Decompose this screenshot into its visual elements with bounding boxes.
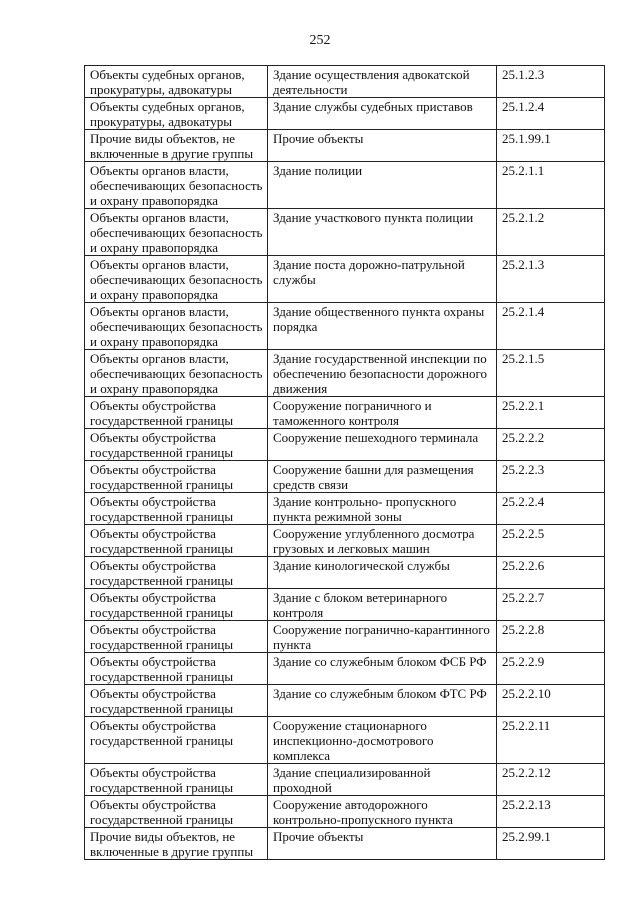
code-cell: 25.2.2.11	[497, 717, 605, 764]
code-cell: 25.2.2.6	[497, 557, 605, 589]
category-cell: Объекты органов власти, обеспечивающих безопасность и охрану правопорядка	[85, 162, 268, 209]
object-cell: Сооружение стационарного инспекционно-досмотрового комплекса	[268, 717, 497, 764]
category-cell: Объекты обустройства государственной границы	[85, 493, 268, 525]
code-cell: 25.2.2.1	[497, 397, 605, 429]
object-cell: Сооружение пешеходного терминала	[268, 429, 497, 461]
table-row	[85, 764, 605, 796]
code-cell: 25.2.2.4	[497, 493, 605, 525]
category-cell: Объекты обустройства государственной границы	[85, 589, 268, 621]
code-cell: 25.2.1.3	[497, 256, 605, 303]
category-cell: Объекты обустройства государственной границы	[85, 397, 268, 429]
code-cell: 25.2.1.4	[497, 303, 605, 350]
code-cell: 25.2.2.3	[497, 461, 605, 493]
category-cell: Объекты обустройства государственной границы	[85, 525, 268, 557]
code-cell: 25.1.2.3	[497, 66, 605, 98]
object-cell: Здание осуществления адвокатской деятельности	[268, 66, 497, 98]
category-cell: Объекты обустройства государственной границы	[85, 685, 268, 717]
category-cell: Объекты судебных органов, прокуратуры, адвокатуры	[85, 66, 268, 98]
category-cell: Объекты судебных органов, прокуратуры, адвокатуры	[85, 98, 268, 130]
object-cell: Здание контрольно- пропускного пункта режимной зоны	[268, 493, 497, 525]
code-cell: 25.1.2.4	[497, 98, 605, 130]
table-row	[85, 350, 605, 397]
object-cell: Здание государственной инспекции по обеспечению безопасности дорожного движения	[268, 350, 497, 397]
code-cell: 25.2.2.13	[497, 796, 605, 828]
category-cell: Объекты органов власти, обеспечивающих безопасность и охрану правопорядка	[85, 303, 268, 350]
table-row	[85, 256, 605, 303]
object-cell: Здание специализированной проходной	[268, 764, 497, 796]
table-row	[85, 796, 605, 828]
object-cell: Здание полиции	[268, 162, 497, 209]
object-cell: Сооружение пограничн​о-карантинного пункта	[268, 621, 497, 653]
category-cell: Объекты обустройства государственной границы	[85, 429, 268, 461]
table-row	[85, 303, 605, 350]
object-cell: Прочие объекты	[268, 828, 497, 860]
object-cell: Здание общественного пункта охраны порядка	[268, 303, 497, 350]
category-cell: Объекты обустройства государственной границы	[85, 796, 268, 828]
table-row	[85, 685, 605, 717]
code-cell: 25.2.99.1	[497, 828, 605, 860]
object-cell: Здание участкового пункта полиции	[268, 209, 497, 256]
code-cell: 25.2.2.10	[497, 685, 605, 717]
table-row	[85, 209, 605, 256]
object-cell: Здание кинологической службы	[268, 557, 497, 589]
table-row	[85, 589, 605, 621]
object-cell: Здание поста дорожно-патрульной службы	[268, 256, 497, 303]
table-row	[85, 525, 605, 557]
code-cell: 25.2.2.9	[497, 653, 605, 685]
object-cell: Здание со служебным блоком ФТС РФ	[268, 685, 497, 717]
table-row	[85, 130, 605, 162]
table-row	[85, 397, 605, 429]
table-row	[85, 98, 605, 130]
table-row	[85, 621, 605, 653]
code-cell: 25.2.1.5	[497, 350, 605, 397]
object-cell: Прочие объекты	[268, 130, 497, 162]
category-cell: Объекты обустройства государственной границы	[85, 557, 268, 589]
table-row	[85, 653, 605, 685]
object-cell: Здание со служебным блоком ФСБ РФ	[268, 653, 497, 685]
category-cell: Прочие виды объектов, не включенные в другие группы	[85, 130, 268, 162]
category-cell: Объекты обустройства государственной границы	[85, 461, 268, 493]
category-cell: Объекты органов власти, обеспечивающих безопасность и охрану правопорядка	[85, 256, 268, 303]
object-cell: Здание службы судебных приставов	[268, 98, 497, 130]
table-row	[85, 828, 605, 860]
category-cell: Объекты обустройства государственной границы	[85, 717, 268, 764]
code-cell: 25.2.2.8	[497, 621, 605, 653]
table-row	[85, 429, 605, 461]
category-cell: Объекты обустройства государственной границы	[85, 621, 268, 653]
object-classification-table	[84, 65, 605, 860]
category-cell: Объекты органов власти, обеспечивающих безопасность и охрану правопорядка	[85, 209, 268, 256]
category-cell: Объекты органов власти, обеспечивающих безопасность и охрану правопорядка	[85, 350, 268, 397]
table-row	[85, 461, 605, 493]
category-cell: Объекты обустройства государственной границы	[85, 653, 268, 685]
code-cell: 25.2.2.12	[497, 764, 605, 796]
table-row	[85, 557, 605, 589]
category-cell: Прочие виды объектов, не включенные в другие группы	[85, 828, 268, 860]
table-row	[85, 493, 605, 525]
object-cell: Здание с блоком ветеринарного контроля	[268, 589, 497, 621]
table-row	[85, 66, 605, 98]
table-row	[85, 162, 605, 209]
table-row	[85, 717, 605, 764]
code-cell: 25.2.2.2	[497, 429, 605, 461]
object-cell: Сооружение углубленного досмотра грузовых и легковых машин	[268, 525, 497, 557]
page-number: 252	[309, 33, 331, 48]
code-cell: 25.2.1.1	[497, 162, 605, 209]
code-cell: 25.2.2.5	[497, 525, 605, 557]
category-cell: Объекты обустройства государственной границы	[85, 764, 268, 796]
code-cell: 25.1.99.1	[497, 130, 605, 162]
object-cell: Сооружение башни для размещения средств связи	[268, 461, 497, 493]
object-cell: Сооружение пограничного и таможенного контроля	[268, 397, 497, 429]
object-cell: Сооружение автодорожного контрольно-пропускного пункта	[268, 796, 497, 828]
code-cell: 25.2.1.2	[497, 209, 605, 256]
code-cell: 25.2.2.7	[497, 589, 605, 621]
